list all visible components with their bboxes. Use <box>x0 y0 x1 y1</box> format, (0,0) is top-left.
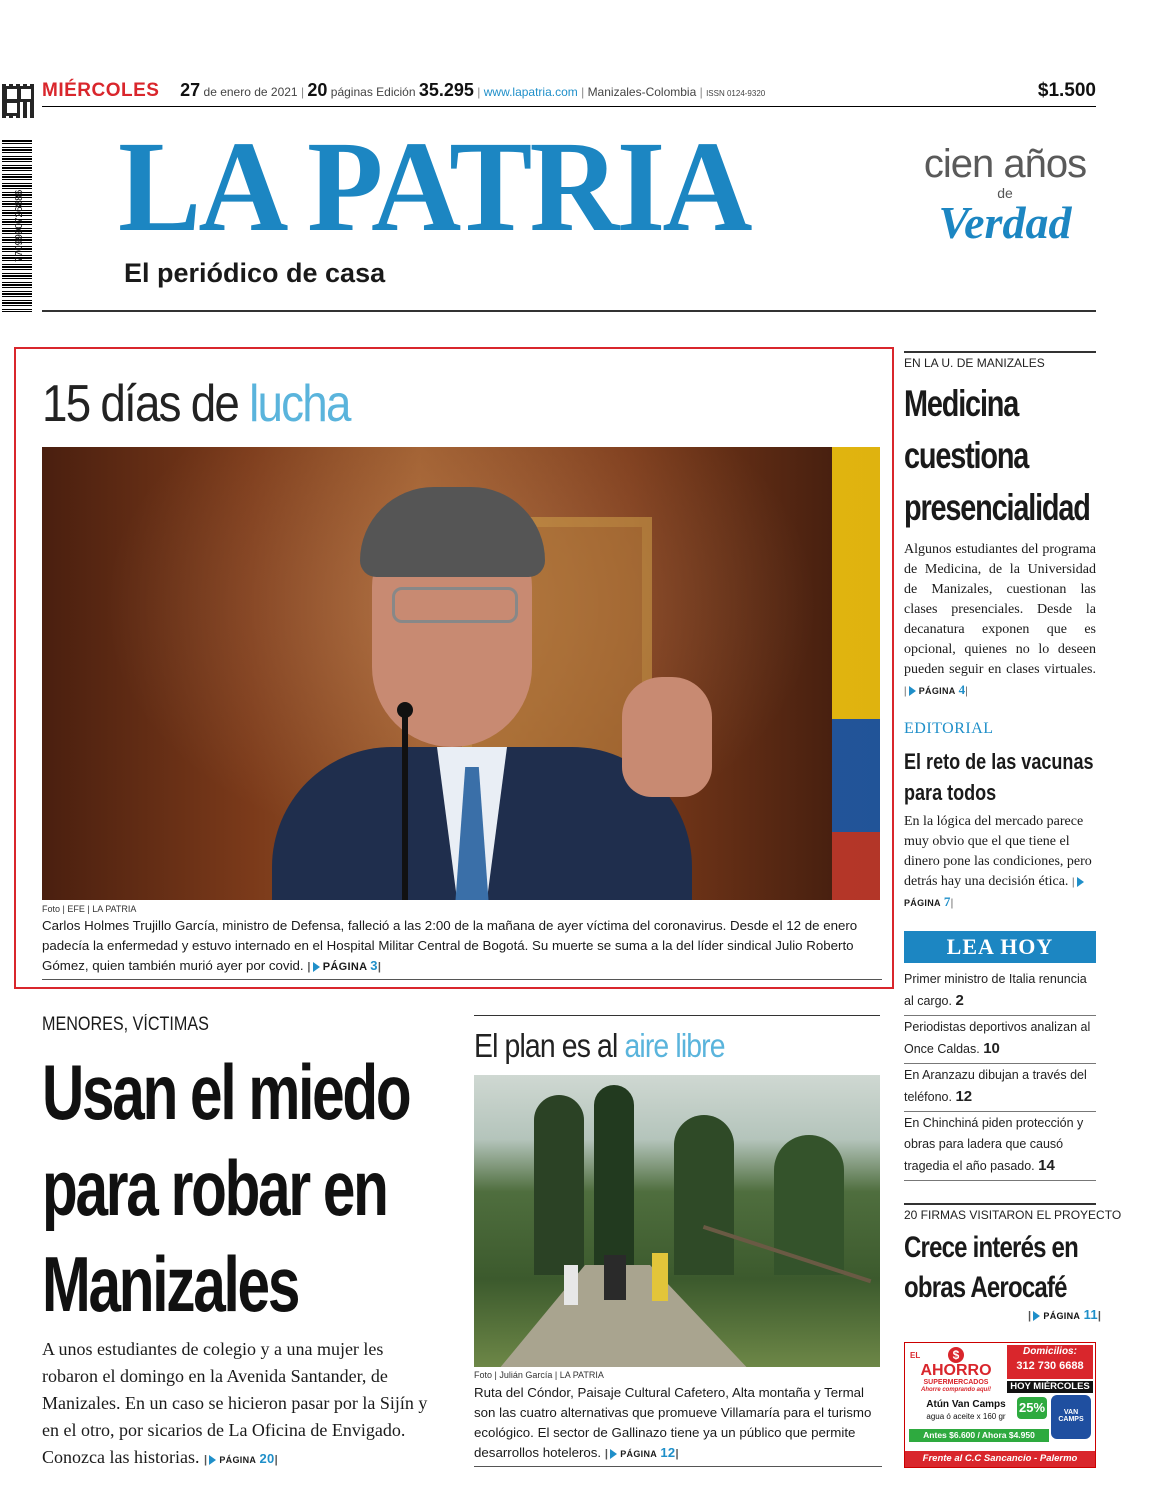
dollar-icon: $ <box>948 1347 964 1363</box>
edition-label: Edición <box>376 85 416 99</box>
lea-hoy-item[interactable]: En Aranzazu dibujan a través del teléfono. 12 <box>904 1064 1096 1112</box>
masthead-info-line: MIÉRCOLES 27 de enero de 2021 | 20 páginas Edición 35.295 | www.lapatria.com | Manizales-Colombia | ISSN 0124-9320 <box>42 80 1096 107</box>
lea-hoy-list <box>904 968 1096 1181</box>
lead-photo <box>42 447 880 900</box>
lead-headline-part2: lucha <box>249 375 350 433</box>
play-icon <box>1077 877 1084 887</box>
masthead-rule <box>42 310 1096 312</box>
qr-code <box>2 84 36 118</box>
centenary-badge <box>910 142 1100 252</box>
ad-product-desc: agua ó aceite x 160 gr <box>926 1412 1006 1421</box>
pages-label: páginas <box>330 85 373 99</box>
story1-body: Algunos estudiantes del programa de Medicina, de la Universidad de Manizales, cuestionan las clases presenciales. Desde la decanatura exponen que es opcional, quienes no lo deseen pueden seguir en clases virtuales. | PÁGINA 4| <box>904 542 1096 697</box>
price: $1.500 <box>1037 80 1096 101</box>
play-icon <box>610 1449 617 1459</box>
lead-headline <box>42 374 350 434</box>
ad-discount: 25% <box>1017 1397 1047 1419</box>
bottom-mid-caption: Ruta del Cóndor, Paisaje Cultural Cafetero, Alta montaña y Termal son las cuatro alternativas que promueve Villamaría para el turismo ecológico. El sector de Gallinazo tiene ya un público que permite desarrollos hoteleros. | PÁGINA 12| <box>474 1383 882 1467</box>
ad-product: Atún Van Camps <box>926 1399 1006 1410</box>
story2-page-ref[interactable]: | PÁGINA 11| <box>1028 1307 1102 1322</box>
lea-hoy-item[interactable]: Primer ministro de Italia renuncia al cargo. 2 <box>904 968 1096 1016</box>
bottom-mid-photo-credit: Foto | Julián García | LA PATRIA <box>474 1370 604 1380</box>
story2-headline: Crece interés en obras Aerocafé <box>904 1231 1078 1304</box>
website-link[interactable]: www.lapatria.com <box>483 85 578 99</box>
lead-headline-part1: 15 días de <box>42 375 239 433</box>
story1-headline: Medicina cuestiona presencialidad <box>904 383 1090 528</box>
edition-number: 35.295 <box>418 80 474 100</box>
editorial-kicker: EDITORIAL <box>904 720 994 737</box>
play-icon <box>1033 1311 1040 1321</box>
editorial-headline: El reto de las vacunas para todos <box>904 749 1094 805</box>
ad-price: Antes $6.600 / Ahora $4.950 <box>909 1429 1049 1442</box>
pages-count: 20 <box>307 80 328 100</box>
bottom-mid-photo <box>474 1075 880 1367</box>
badge-line3: Verdad <box>938 197 1072 248</box>
weekday: MIÉRCOLES <box>42 80 160 101</box>
sidebar-rule-top <box>904 351 1096 353</box>
bottom-left-kicker: MENORES, VÍCTIMAS <box>42 1014 209 1035</box>
ad-today: HOY MIÉRCOLES <box>1007 1381 1093 1393</box>
lead-caption <box>42 916 882 980</box>
lead-photo-credit: Foto | EFE | LA PATRIA <box>42 904 137 914</box>
date-day: 27 <box>180 80 201 100</box>
lead-page-ref[interactable]: | PÁGINA 3| <box>307 958 382 973</box>
lea-hoy-item[interactable]: Periodistas deportivos analizan al Once Caldas. 10 <box>904 1016 1096 1064</box>
story1-page-ref[interactable]: | PÁGINA 4| <box>904 682 969 697</box>
play-icon <box>209 1455 216 1465</box>
play-icon <box>909 686 916 696</box>
ad-can: VAN CAMPS <box>1051 1395 1091 1439</box>
bottom-left-body: A unos estudiantes de colegio y a una mujer les robaron el domingo en la Avenida Santander, de Manizales. En un caso se hicieron pasar por la Sijín y en el otro, por sicarios de La Oficina de Envigado. Conozca las historias. | PÁGINA 20| <box>42 1339 428 1467</box>
bottom-mid-rule <box>474 1015 880 1016</box>
badge-line1: cien años <box>923 142 1087 186</box>
sidebar-rule-2 <box>904 1203 1096 1205</box>
date-rest: de enero de 2021 <box>203 85 298 99</box>
lea-hoy-title: LEA HOY <box>904 931 1096 963</box>
bottom-mid-page-ref[interactable]: | PÁGINA 12| <box>604 1445 679 1460</box>
issn: ISSN 0124-9320 <box>706 89 766 98</box>
story2-kicker: 20 FIRMAS VISITARON EL PROYECTO <box>904 1208 1122 1222</box>
advertisement[interactable] <box>904 1342 1096 1468</box>
newspaper-title: LA PATRIA <box>118 115 750 259</box>
tagline: El periódico de casa <box>124 258 386 288</box>
editorial-body: En la lógica del mercado parece muy obvio que el que tiene el dinero pone las condiciones, pero detrás hay una decisión ética. |PÁGINA 7| <box>904 814 1092 909</box>
lea-hoy-item[interactable]: En Chinchiná piden protección y obras para ladera que causó tragedia el año pasado. 14 <box>904 1112 1096 1181</box>
bottom-mid-headline-part1: El plan es al <box>474 1027 618 1064</box>
location: Manizales-Colombia <box>587 85 697 99</box>
bottom-mid-headline-part2: aire libre <box>624 1027 725 1064</box>
lead-caption-text: Carlos Holmes Trujillo García, ministro de Defensa, falleció a las 2:00 de la mañana de ayer víctima del coronavirus. Desde el 12 de enero padecía la enfermedad y estuvo internado en el Hospital Militar Central de Bogotá. Su muerte se suma a la del líder sindical Julio Roberto Gómez, quien también murió ayer por covid. <box>42 918 858 973</box>
bottom-left-page-ref[interactable]: | PÁGINA 20| <box>203 1451 278 1466</box>
ad-delivery: Domicilios: 312 730 6688 <box>1007 1345 1093 1379</box>
ad-store-logo: $ AHORRO SUPERMERCADOS Ahorre comprando aquí! EL <box>910 1348 992 1393</box>
bottom-mid-headline <box>474 1026 725 1066</box>
barcode-number: 7709990726886 <box>14 189 25 262</box>
editorial-page-ref[interactable]: |PÁGINA 7| <box>904 876 1087 909</box>
story1-kicker: EN LA U. DE MANIZALES <box>904 356 1045 370</box>
ad-address: Frente al C.C Sancancio - Palermo <box>905 1451 1095 1467</box>
badge-line2: de <box>997 185 1013 201</box>
play-icon <box>313 962 320 972</box>
bottom-left-headline: Usan el miedo para robar en Manizales <box>42 1048 410 1328</box>
